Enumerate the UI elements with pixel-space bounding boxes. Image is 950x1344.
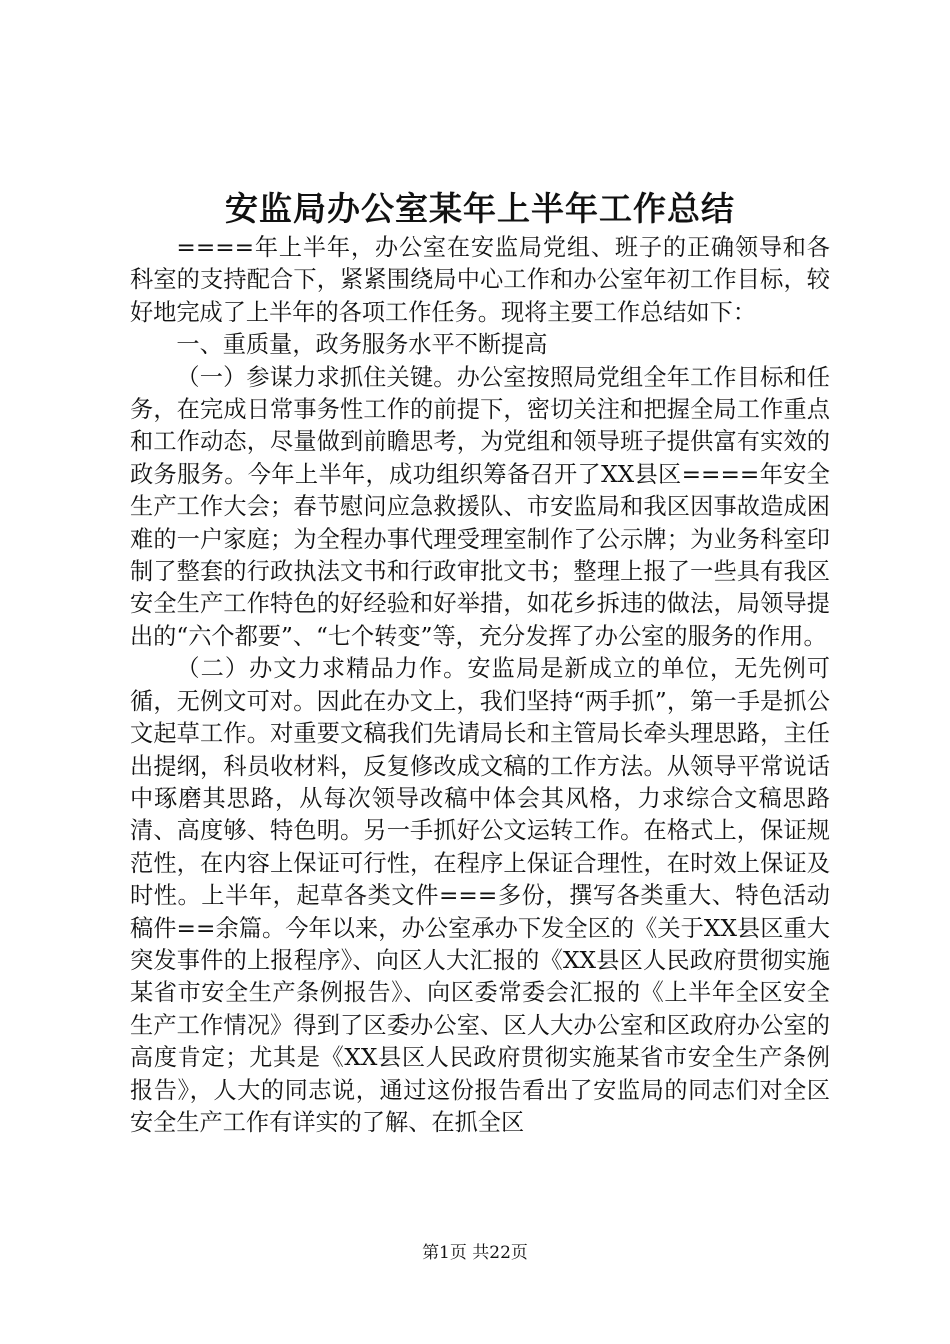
paragraph-subsection-2: （二）办文力求精品力作。安监局是新成立的单位，无先例可循，无例文可对。因此在办文上，我们坚持“两手抓”，第一手是抓公文起草工作。对重要文稿我们先请局长和主管局长牵头理思路，主任出提纲，科员收材料，反复修改成文稿的工作方法。从领导平常说话中琢磨其思路，从每次领导改稿中体会其风格，力求综合文稿思路清、高度够、特色明。另一手抓好公文运转工作。在格式上，保证规范性，在内容上保证可行性，在程序上保证合理性，在时效上保证及时性。上半年，起草各类文件===多份，撰写各类重大、特色活动稿件==余篇。今年以来，办公室承办下发全区的《关于XX县区重大突发事件的上报程序》、向区人大汇报的《XX县区人民政府贯彻实施某省市安全生产条例报告》、向区委常委会汇报的《上半年全区安全生产工作情况》得到了区委办公室、区人大办公室和区政府办公室的高度肯定；尤其是《XX县区人民政府贯彻实施某省市安全生产条例报告》，人大的同志说，通过这份报告看出了安监局的同志们对全区安全生产工作有详实的了解、在抓全区 bbox=[130, 655, 830, 1136]
page-number-footer: 第1页 共22页 bbox=[422, 1243, 528, 1263]
document-body bbox=[130, 232, 830, 1139]
paragraph-intro: ====年上半年，办公室在安监局党组、班子的正确领导和各科室的支持配合下，紧紧围绕局中心工作和办公室年初工作目标，较好地完成了上半年的各项工作任务。现将主要工作总结如下： bbox=[130, 234, 830, 326]
document-title: 安监局办公室某年上半年工作总结 bbox=[225, 189, 735, 228]
section-heading-1: 一、重质量，政务服务水平不断提高 bbox=[176, 331, 548, 359]
paragraph-subsection-1: （一）参谋力求抓住关键。办公室按照局党组全年工作目标和任务，在完成日常事务性工作的前提下，密切关注和把握全局工作重点和工作动态，尽量做到前瞻思考，为党组和领导班子提供富有实效的政务服务。今年上半年，成功组织筹备召开了XX县区====年安全生产工作大会；春节慰问应急救援队、市安监局和我区因事故造成困难的一户家庭；为全程办事代理受理室制作了公示牌；为业务科室印制了整套的行政执法文书和行政审批文书；整理上报了一些具有我区安全生产工作特色的好经验和好举措，如花乡拆违的做法，局领导提出的“六个都要”、“七个转变”等，充分发挥了办公室的服务的作用。 bbox=[130, 363, 830, 650]
